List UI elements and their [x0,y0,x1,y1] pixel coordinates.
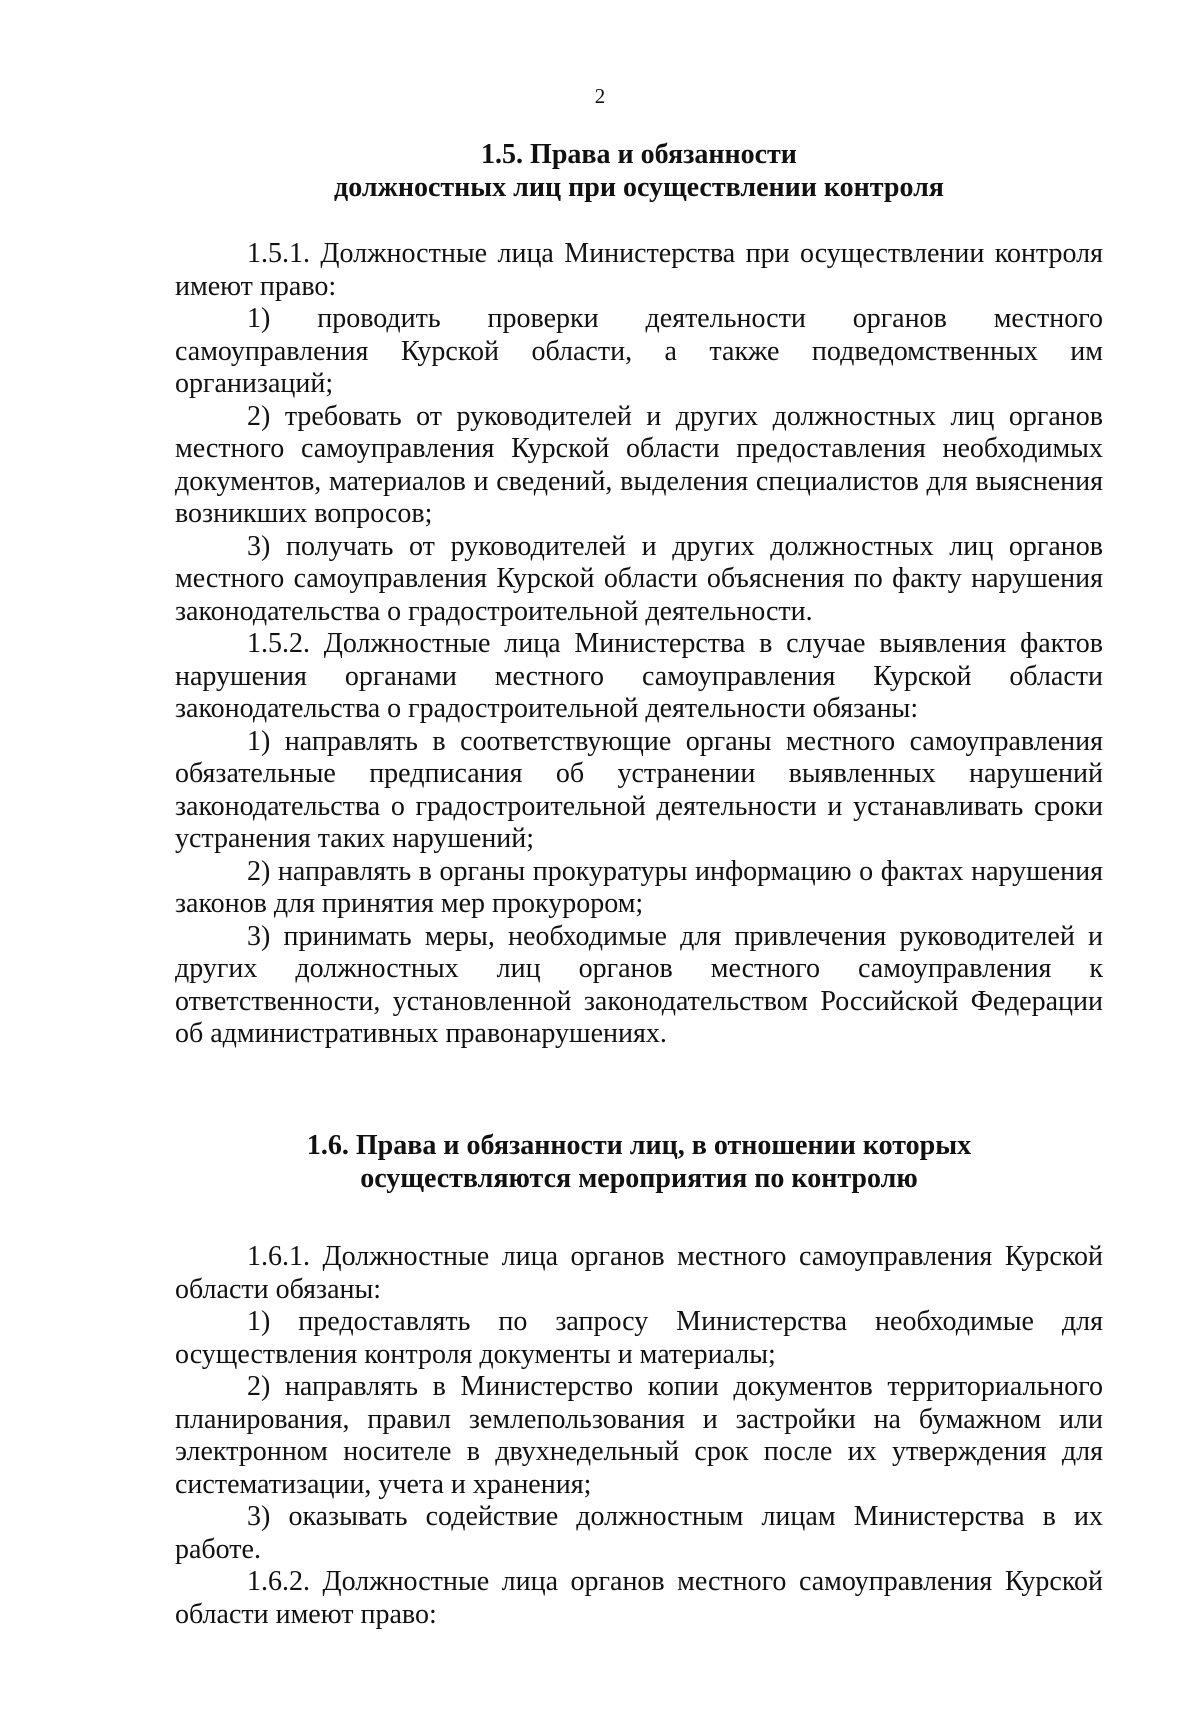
paragraph-1-6-1: 1.6.1. Должностные лица органов местного самоуправления Курской области обязаны: [175,1241,1103,1305]
section-heading-1-6 [175,1130,1103,1195]
paragraph-item: 2) требовать от руководителей и других должностных лиц органов местного самоуправления Курской области предоставления необходимых документов, материалов и сведений, выделения специалистов для выяснения возникших вопросов; [175,400,1103,529]
paragraph-item: 1) предоставлять по запросу Министерства необходимые для осуществления контроля документы и материалы; [175,1306,1103,1370]
section-heading-line: 1.6. Права и обязанности лиц, в отношении которых [306,1130,972,1161]
paragraph-item: 2) направлять в органы прокуратуры информацию о фактах нарушения законов для принятия мер прокурором; [175,855,1103,919]
paragraph-1-6-2: 1.6.2. Должностные лица органов местного самоуправления Курской области имеют право: [175,1566,1103,1630]
paragraph-item: 3) получать от руководителей и других должностных лиц органов местного самоуправления Курской области объяснения по факту нарушения законодательства о градостроительной деятельности. [175,530,1103,627]
section-heading-1-5 [175,139,1103,204]
section-body-1-6 [175,1241,1103,1631]
section-heading-line: осуществляются мероприятия по контролю [360,1162,918,1194]
page-number: 2 [594,84,606,108]
paragraph-item: 3) оказывать содействие должностным лицам Министерства в их работе. [175,1501,1103,1565]
paragraph-1-5-2: 1.5.2. Должностные лица Министерства в случае выявления фактов нарушения органами местного самоуправления Курской области законодательства о градостроительной деятельности обязаны: [175,628,1103,724]
paragraph-item: 1) направлять в соответствующие органы местного самоуправления обязательные предписания об устранении выявленных нарушений законодательства о градостроительной деятельности и устанавливать сроки устранения таких нарушений; [175,725,1103,854]
paragraph-item: 2) направлять в Министерство копии документов территориального планирования, правил землепользования и застройки на бумажном или электронном носителе в двухнедельный срок после их утверждения для систематизации, учета и хранения; [175,1371,1103,1500]
section-heading-line: должностных лиц при осуществлении контроля [334,171,944,203]
paragraph-item: 3) принимать меры, необходимые для привлечения руководителей и других должностных лиц органов местного самоуправления к ответственности, установленной законодательством Российской Федерации об административных правонарушениях. [175,920,1103,1049]
paragraph-item: 1) проводить проверки деятельности органов местного самоуправления Курской области, а также подведомственных им организаций; [175,303,1103,399]
paragraph-1-5-1: 1.5.1. Должностные лица Министерства при осуществлении контроля имеют право: [175,238,1103,302]
section-body-1-5 [175,238,1103,1051]
section-heading-line: 1.5. Права и обязанности [481,139,797,170]
